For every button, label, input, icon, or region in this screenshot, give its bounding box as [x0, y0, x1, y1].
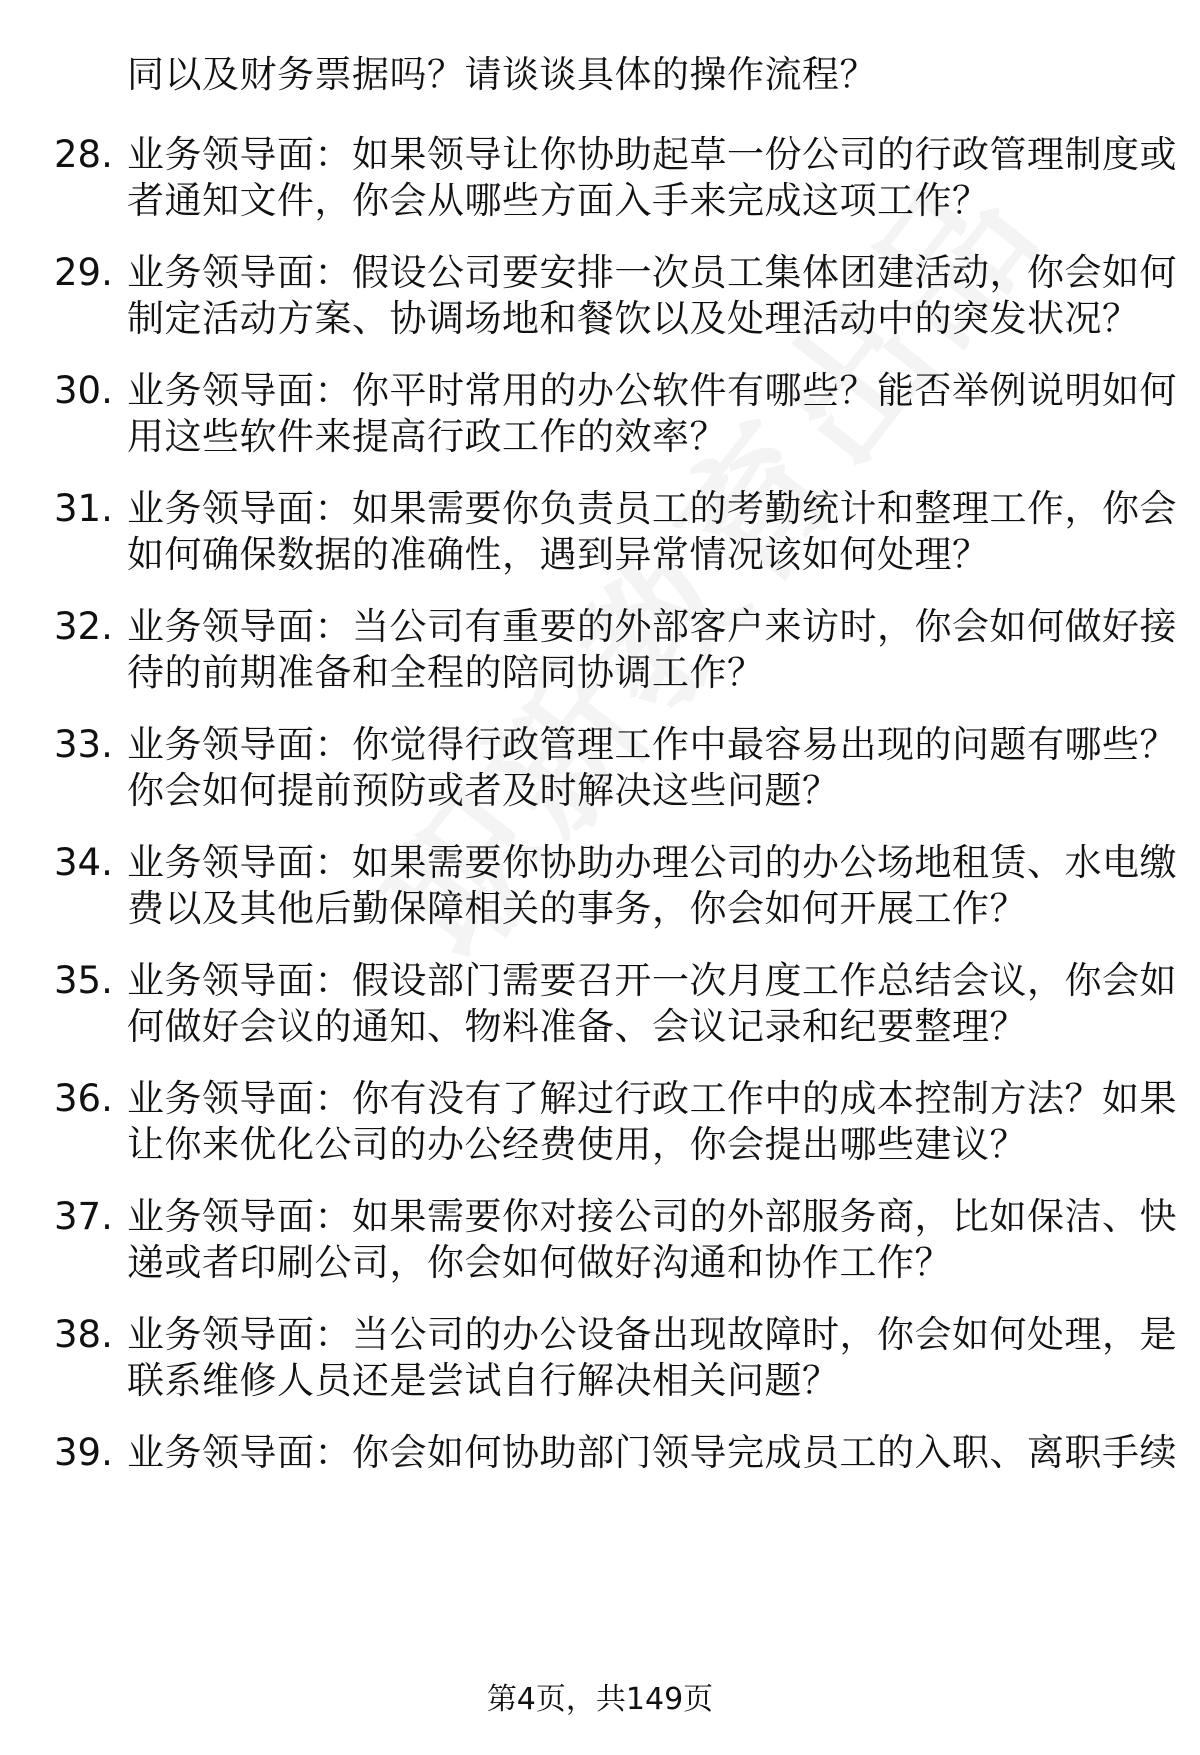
item-text-line1: 业务领导面：假设部门需要召开一次月度工作总结会议，你会如	[127, 959, 1177, 1002]
item-number: 32.	[54, 605, 113, 648]
item-text-line2: 让你来优化公司的办公经费使用，你会提出哪些建议？	[127, 1123, 1027, 1166]
item-text-line1: 业务领导面：假设公司要安排一次员工集体团建活动，你会如何	[127, 251, 1177, 294]
item-text-line1: 业务领导面：如果需要你负责员工的考勤统计和整理工作，你会	[127, 487, 1177, 530]
item-text-line1: 业务领导面：如果领导让你协助起草一份公司的行政管理制度或	[127, 133, 1177, 176]
item-number: 31.	[54, 487, 113, 530]
item-text-line2: 者通知文件，你会从哪些方面入手来完成这项工作？	[127, 179, 990, 222]
item-text-line2: 用这些软件来提高行政工作的效率？	[127, 415, 727, 458]
continuation-line: 同以及财务票据吗？请谈谈具体的操作流程？	[127, 53, 877, 96]
item-number: 35.	[54, 959, 113, 1002]
item-number: 38.	[54, 1313, 113, 1356]
item-text-line1: 业务领导面：你有没有了解过行政工作中的成本控制方法？如果	[127, 1077, 1177, 1120]
item-text-line1: 业务领导面：你平时常用的办公软件有哪些？能否举例说明如何	[127, 369, 1177, 412]
item-text-line2: 费以及其他后勤保障相关的事务，你会如何开展工作？	[127, 887, 1027, 930]
item-number: 39.	[54, 1431, 113, 1474]
item-text-line2: 何做好会议的通知、物料准备、会议记录和纪要整理？	[127, 1005, 1027, 1048]
item-number: 34.	[54, 841, 113, 884]
item-number: 33.	[54, 723, 113, 766]
item-text-line2: 待的前期准备和全程的陪同协调工作？	[127, 651, 765, 694]
item-text-line1: 业务领导面：当公司有重要的外部客户来访时，你会如何做好接	[127, 605, 1177, 648]
page-footer: 第4页，共149页	[486, 1682, 714, 1717]
item-text-line1: 业务领导面：当公司的办公设备出现故障时，你会如何处理，是	[127, 1313, 1177, 1356]
item-text-line2: 制定活动方案、协调场地和餐饮以及处理活动中的突发状况？	[127, 297, 1140, 340]
item-text-line2: 联系维修人员还是尝试自行解决相关问题？	[127, 1359, 840, 1402]
item-number: 37.	[54, 1195, 113, 1238]
item-text-line1: 业务领导面：你觉得行政管理工作中最容易出现的问题有哪些？	[127, 723, 1177, 766]
item-text-line1: 业务领导面：如果需要你对接公司的外部服务商，比如保洁、快	[127, 1195, 1177, 1238]
item-number: 28.	[54, 133, 113, 176]
item-number: 29.	[54, 251, 113, 294]
item-number: 30.	[54, 369, 113, 412]
item-text-line2: 递或者印刷公司，你会如何做好沟通和协作工作？	[127, 1241, 952, 1284]
item-text-line2: 你会如何提前预防或者及时解决这些问题？	[127, 769, 840, 812]
item-number: 36.	[54, 1077, 113, 1120]
item-text-line1: 业务领导面：你会如何协助部门领导完成员工的入职、离职手续	[127, 1431, 1177, 1474]
item-text-line2: 如何确保数据的准确性，遇到异常情况该如何处理？	[127, 533, 990, 576]
item-text-line1: 业务领导面：如果需要你协助办理公司的办公场地租赁、水电缴	[127, 841, 1177, 884]
